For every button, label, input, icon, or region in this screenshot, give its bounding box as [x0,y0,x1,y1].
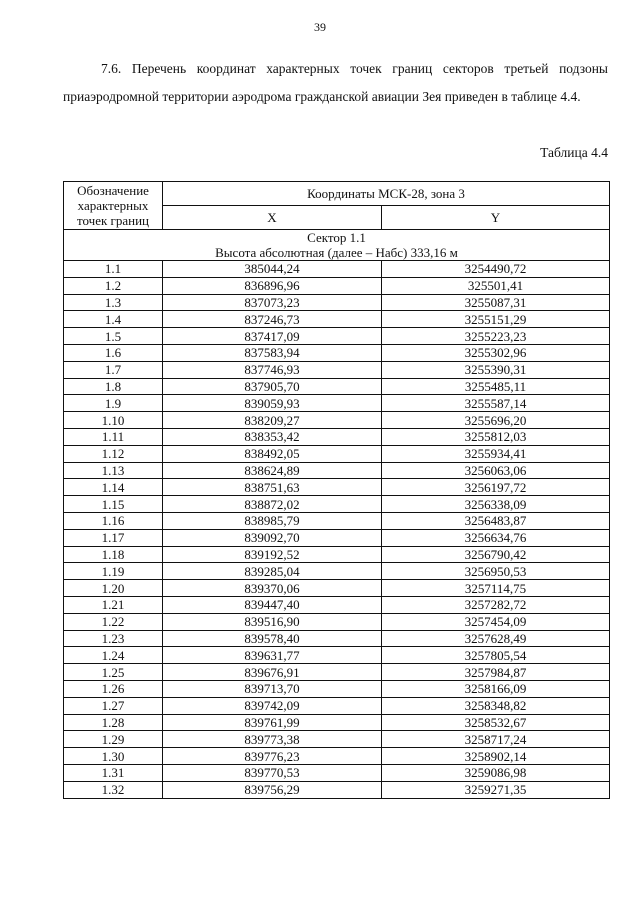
cell-y: 3256950,53 [382,563,610,580]
cell-x: 837246,73 [163,311,382,328]
table-row [64,764,610,781]
table-row [64,261,610,278]
table-row [64,664,610,681]
sector-cell [64,230,610,261]
cell-y: 3255390,31 [382,361,610,378]
table-row [64,479,610,496]
cell-y: 3256338,09 [382,496,610,513]
table-row [64,412,610,429]
table-row [64,277,610,294]
cell-id: 1.22 [64,613,163,630]
cell-y: 3256790,42 [382,546,610,563]
cell-x: 838751,63 [163,479,382,496]
cell-y: 3256063,06 [382,462,610,479]
cell-y: 3255696,20 [382,412,610,429]
cell-x: 839742,09 [163,697,382,714]
cell-x: 839516,90 [163,613,382,630]
cell-x: 839761,99 [163,714,382,731]
cell-y: 3256483,87 [382,512,610,529]
cell-id: 1.26 [64,680,163,697]
cell-id: 1.25 [64,664,163,681]
table-row [64,546,610,563]
cell-id: 1.5 [64,328,163,345]
table-row [64,395,610,412]
cell-y: 3257984,87 [382,664,610,681]
cell-id: 1.8 [64,378,163,395]
cell-x: 839631,77 [163,647,382,664]
cell-x: 839192,52 [163,546,382,563]
cell-y: 3257282,72 [382,596,610,613]
cell-id: 1.16 [64,512,163,529]
cell-id: 1.10 [64,412,163,429]
cell-x: 838492,05 [163,445,382,462]
cell-id: 1.4 [64,311,163,328]
table-row [64,748,610,765]
table-row [64,462,610,479]
cell-id: 1.6 [64,344,163,361]
cell-id: 1.27 [64,697,163,714]
header-points: Обозначение характерных точек границ [64,182,163,230]
cell-x: 838872,02 [163,496,382,513]
cell-x: 837417,09 [163,328,382,345]
cell-y: 3255087,31 [382,294,610,311]
sector-row [64,230,610,261]
cell-x: 838985,79 [163,512,382,529]
cell-x: 837073,23 [163,294,382,311]
table-row [64,613,610,630]
cell-id: 1.18 [64,546,163,563]
cell-x: 839059,93 [163,395,382,412]
cell-id: 1.3 [64,294,163,311]
cell-id: 1.23 [64,630,163,647]
table-row [64,714,610,731]
cell-x: 839285,04 [163,563,382,580]
sector-height: Высота абсолютная (далее – Набс) 333,16 м [215,245,458,260]
table-row [64,328,610,345]
cell-id: 1.12 [64,445,163,462]
cell-y: 3255812,03 [382,428,610,445]
cell-id: 1.15 [64,496,163,513]
cell-id: 1.7 [64,361,163,378]
cell-id: 1.9 [64,395,163,412]
cell-x: 839713,70 [163,680,382,697]
cell-y: 3255587,14 [382,395,610,412]
cell-id: 1.2 [64,277,163,294]
sector-title: Сектор 1.1 [307,230,366,245]
table-row [64,294,610,311]
cell-y: 3258717,24 [382,731,610,748]
cell-id: 1.20 [64,580,163,597]
table-body [64,230,610,799]
cell-id: 1.13 [64,462,163,479]
cell-y: 3255485,11 [382,378,610,395]
cell-id: 1.28 [64,714,163,731]
cell-y: 3256197,72 [382,479,610,496]
cell-y: 3258166,09 [382,680,610,697]
cell-x: 839676,91 [163,664,382,681]
intro-paragraph: 7.6. Перечень координат характерных точек границ секторов третьей подзоны приаэродромной территории аэродрома гражданской авиации Зея приведен в таблице 4.4. [63,61,608,104]
cell-x: 839773,38 [163,731,382,748]
header-coords: Координаты МСК-28, зона 3 [163,182,610,206]
cell-y: 3255934,41 [382,445,610,462]
table-caption: Таблица 4.4 [540,145,608,160]
table-row [64,596,610,613]
cell-y: 3258348,82 [382,697,610,714]
cell-id: 1.19 [64,563,163,580]
table-row [64,445,610,462]
table-row [64,496,610,513]
cell-y: 3255223,23 [382,328,610,345]
cell-id: 1.32 [64,781,163,798]
cell-x: 839370,06 [163,580,382,597]
cell-x: 837583,94 [163,344,382,361]
cell-y: 3257454,09 [382,613,610,630]
cell-x: 839770,53 [163,764,382,781]
table-row [64,361,610,378]
cell-id: 1.24 [64,647,163,664]
cell-y: 3258902,14 [382,748,610,765]
cell-y: 3259271,35 [382,781,610,798]
table-row [64,529,610,546]
cell-y: 3257805,54 [382,647,610,664]
cell-x: 839776,23 [163,748,382,765]
table-row [64,647,610,664]
header-y: Y [382,206,610,230]
cell-y: 3259086,98 [382,764,610,781]
cell-id: 1.14 [64,479,163,496]
cell-id: 1.21 [64,596,163,613]
cell-x: 385044,24 [163,261,382,278]
table-row [64,630,610,647]
table-row [64,680,610,697]
page-number: 39 [314,20,326,34]
cell-x: 839578,40 [163,630,382,647]
cell-x: 837746,93 [163,361,382,378]
cell-y: 3255302,96 [382,344,610,361]
table-row [64,697,610,714]
table-row [64,311,610,328]
cell-id: 1.17 [64,529,163,546]
cell-y: 3255151,29 [382,311,610,328]
cell-x: 839756,29 [163,781,382,798]
table-row [64,731,610,748]
cell-id: 1.11 [64,428,163,445]
cell-id: 1.29 [64,731,163,748]
cell-y: 3257628,49 [382,630,610,647]
table-row [64,781,610,798]
table-row [64,378,610,395]
cell-x: 839092,70 [163,529,382,546]
cell-y: 325501,41 [382,277,610,294]
cell-y: 3257114,75 [382,580,610,597]
cell-id: 1.1 [64,261,163,278]
cell-y: 3254490,72 [382,261,610,278]
cell-x: 839447,40 [163,596,382,613]
cell-y: 3258532,67 [382,714,610,731]
coordinates-table [63,181,610,799]
cell-x: 838353,42 [163,428,382,445]
cell-id: 1.31 [64,764,163,781]
cell-y: 3256634,76 [382,529,610,546]
table-row [64,428,610,445]
table-row [64,563,610,580]
table-row [64,512,610,529]
cell-x: 837905,70 [163,378,382,395]
table-row [64,580,610,597]
cell-id: 1.30 [64,748,163,765]
cell-x: 838624,89 [163,462,382,479]
cell-x: 838209,27 [163,412,382,429]
header-x: X [163,206,382,230]
cell-x: 836896,96 [163,277,382,294]
table-row [64,344,610,361]
